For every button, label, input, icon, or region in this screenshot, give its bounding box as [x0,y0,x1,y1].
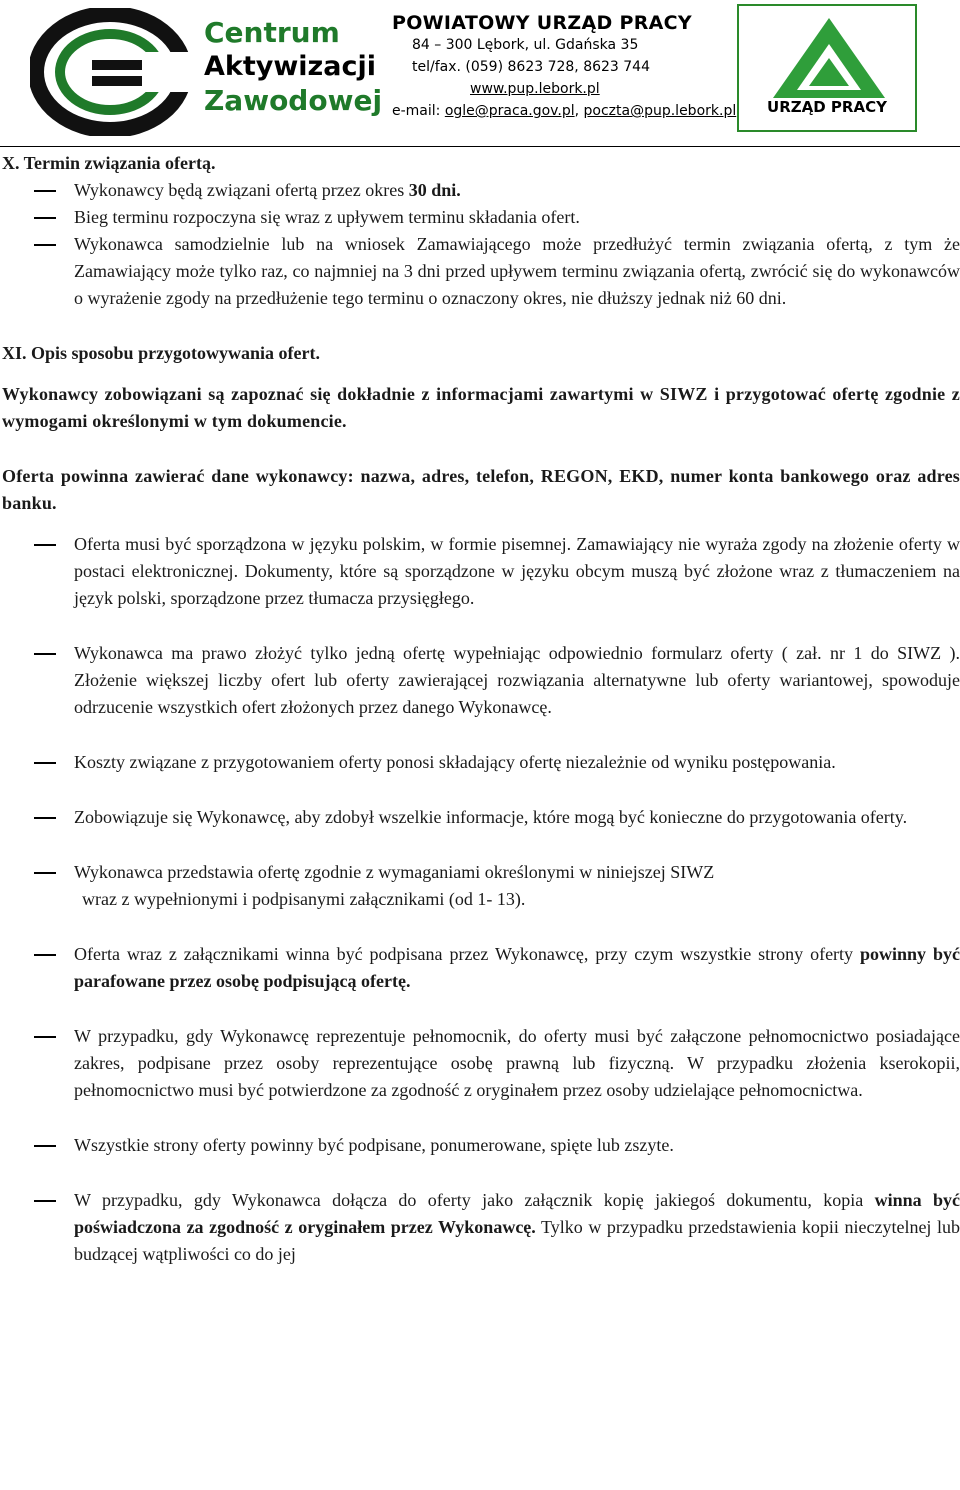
list-item [0,1187,960,1268]
item-text: Wykonawcy będą związani ofertą przez okres [74,180,409,200]
urzad-pracy-logo [737,4,917,132]
cza-line-2: Aktywizacji [204,51,377,82]
dash-icon [34,1200,56,1202]
pup-email-link-2[interactable]: poczta@pup.lebork.pl [583,103,737,119]
dash-icon [34,1036,56,1038]
section-xi-heading: XI. Opis sposobu przygotowywania ofert. [2,343,321,363]
list-item [0,859,960,913]
list-item [0,749,960,776]
list-item [0,941,960,995]
item-text: Oferta wraz z załącznikami winna być podpisana przez Wykonawcę, przy czym wszystkie strony oferty [74,944,860,964]
dash-icon [34,872,56,874]
dash-icon [34,1145,56,1147]
item-text: Wykonawca ma prawo złożyć tylko jedną ofertę wypełniając odpowiednio formularz oferty ( zał. nr 1 do SIWZ ). Złożenie większej liczby ofert lub oferty zawierającej rozwiązania alternatywne lub oferty wariantowej, spowoduje odrzucenie wszystkich ofert złożonych przez danego Wykonawcę. [74,643,960,717]
list-item [0,1023,960,1104]
dash-icon [34,544,56,546]
cza-line-3: Zawodowej [204,84,383,117]
pup-title: POWIATOWY URZĄD PRACY [392,12,692,34]
dash-icon [34,653,56,655]
item-text: Wykonawca przedstawia ofertę zgodnie z wymaganiami określonymi w niniejszej SIWZ [74,862,715,882]
document-body [0,150,960,1268]
item-text: W przypadku, gdy Wykonawcę reprezentuje pełnomocnik, do oferty musi być załączone pełnomocnictwo posiadające zakres, podpisane przez osoby reprezentujące osobę prawną lub fizyczną. W przypadku złożenia kserokopii, pełnomocnictwo musi być potwierdzone za zgodność z oryginałem przez osoby udzielające pełnomocnictwa. [74,1026,960,1100]
section-xi-para-1: Wykonawcy zobowiązani są zapoznać się dokładnie z informacjami zawartymi w SIWZ i przygotować ofertę zgodnie z wymogami określonymi w tym dokumencie. [2,384,960,431]
list-item [0,177,960,204]
pup-contact-block: POWIATOWY URZĄD PRACY 84 – 300 Lębork, ul. Gdańska 35 tel/fax. (059) 8623 728, 8623 744 www.pup.lebork.pl e-mail: ogle@praca.gov.pl, poczta@pup.lebork.pl [392,12,737,119]
item-text: Koszty związane z przygotowaniem oferty ponosi składający ofertę niezależnie od wyniku postępowania. [74,752,836,772]
item-text: Zobowiązuje się Wykonawcę, aby zdobył wszelkie informacje, które mogą być konieczne do przygotowania oferty. [74,807,908,827]
dash-icon [34,762,56,764]
item-text-tail: Tylko w przypadku przedstawienia kopii nieczytelnej lub budzącej wątpliwości co do jej [74,1217,960,1264]
letterhead [0,0,960,150]
item-bold-text: powinny być parafowane przez osobę podpisującą ofertę. [74,944,960,991]
dash-icon [34,190,56,192]
dash-icon [34,817,56,819]
list-item [0,1132,960,1159]
item-text: Oferta musi być sporządzona w języku polskim, w formie pisemnej. Zamawiający nie wyraża zgody na złożenie oferty w postaci elektronicznej. Dokumenty, które są sporządzone w języku obcym muszą być złożone wraz z tłumaczeniem na język polski, sporządzone przez tłumacza przysięgłego. [74,534,960,608]
item-bold-text: winna być poświadczona za zgodność z oryginałem przez Wykonawcę. [74,1190,960,1237]
dash-icon [34,954,56,956]
urzad-pracy-label: URZĄD PRACY [767,98,887,116]
dash-icon [34,217,56,219]
section-xi-para-2: Oferta powinna zawierać dane wykonawcy: nazwa, adres, telefon, REGON, EKD, numer konta bankowego oraz adres banku. [2,466,960,513]
section-x-heading: X. Termin związania ofertą. [2,153,216,173]
pup-www-link[interactable]: www.pup.lebork.pl [470,81,600,97]
header-divider [0,146,960,147]
item-text: Bieg terminu rozpoczyna się wraz z upływem terminu składania ofert. [74,207,580,227]
list-item [0,640,960,721]
list-item [0,531,960,612]
list-item [0,204,960,231]
item-text: Wszystkie strony oferty powinny być podpisane, ponumerowane, spięte lub zszyte. [74,1135,674,1155]
cza-name [204,16,382,118]
item-text: W przypadku, gdy Wykonawca dołącza do oferty jako załącznik kopię jakiegoś dokumentu, kopia [74,1190,875,1210]
pup-email-link-1[interactable]: ogle@praca.gov.pl [444,103,575,119]
list-item [0,231,960,312]
item-text-line-2: wraz z wypełnionymi i podpisanymi załącznikami (od 1- 13). [82,889,526,909]
item-text: Wykonawca samodzielnie lub na wniosek Zamawiającego może przedłużyć termin związania ofertą, z tym że Zamawiający może tylko raz, co najmniej na 3 dni przed upływem terminu związania ofertą, zwrócić się do wykonawców o wyrażenie zgody na przedłużenie tego terminu o oznaczony okres, nie dłuższy jednak niż 60 dni. [74,234,960,308]
cza-logo-icon [30,8,190,136]
pup-address: 84 – 300 Lębork, ul. Gdańska 35 [412,37,639,53]
dash-icon [34,244,56,246]
cza-line-1: Centrum [204,16,340,49]
item-bold-text: 30 dni. [408,180,461,200]
list-item [0,804,960,831]
pup-phone: tel/fax. (059) 8623 728, 8623 744 [412,59,650,75]
triangle-logo-icon [769,14,889,102]
pup-email-label: e-mail: [392,103,445,119]
